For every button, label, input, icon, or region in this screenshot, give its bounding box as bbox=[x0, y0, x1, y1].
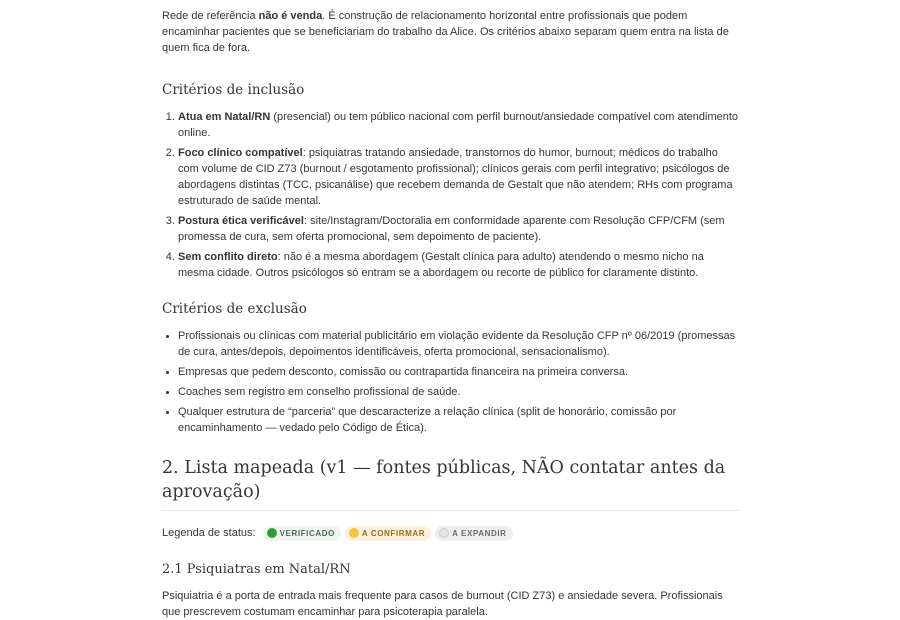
list-item: 3. Postura ética verificável: site/Instagram/Doctoralia em conformidade aparente com Resolução CFP/CFM (sem promessa de cura, sem oferta promocional, sem depoimento de paciente). bbox=[178, 213, 740, 245]
list-item: 4. Sem conflito direto: não é a mesma abordagem (Gestalt clínica para adulto) atendendo o mesmo nicho na mesma cidade. Outros psicólogos só entram se a abordagem ou recorte de público for claramente distinto. bbox=[178, 249, 740, 281]
legend-label: Legenda de status: bbox=[162, 527, 256, 539]
yellow-circle-icon bbox=[349, 528, 359, 538]
list-item: • Empresas que pedem desconto, comissão ou contrapartida financeira na primeira conversa. bbox=[178, 364, 740, 380]
intro-emphasis: não é venda bbox=[258, 10, 323, 22]
status-badge-to-confirm: A CONFIRMAR bbox=[345, 526, 431, 541]
list-item: • Profissionais ou clínicas com material publicitário em violação evidente da Resolução CFP nº 06/2019 (promessas de cura, antes/depois, depoimentos identificáveis, oferta promocional, sensacionalismo). bbox=[178, 328, 740, 360]
status-badge-verified: VERIFICADO bbox=[263, 526, 341, 541]
subsection-paragraph: Psiquiatria é a porta de entrada mais frequente para casos de burnout (CID Z73) e ansiedade severa. Profissionais que prescrevem costumam encaminhar para psicoterapia paralela. bbox=[162, 590, 723, 618]
subsection-heading: 2.1 Psiquiatras em Natal/RN bbox=[162, 562, 351, 577]
list-item: • Qualquer estrutura de “parceria” que descaracterize a relação clínica (split de honorário, comissão por encaminhamento — vedado pelo Código de Ética). bbox=[178, 404, 740, 436]
white-circle-icon bbox=[439, 528, 449, 538]
section-heading: 2. Lista mapeada (v1 — fontes públicas, NÃO contatar antes da aprovação) bbox=[162, 456, 740, 511]
list-item: 2. Foco clínico compatível: psiquiatras tratando ansiedade, transtornos do humor, burnout; médicos do trabalho com volume de CID Z73 (burnout / esgotamento profissional); clínicos gerais com perfil integrativo; psicólogos de abordagens distintas (TCC, psicanálise) que recebem demanda de Gestalt que não atendem; RHs com programa estruturado de saúde mental. bbox=[178, 145, 740, 209]
intro-paragraph: Rede de referência não é venda. É construção de relacionamento horizontal entre profissionais que podem encaminhar pacientes que se beneficiariam do trabalho da Alice. Os critérios abaixo separam quem entra na lista de quem fica de fora. bbox=[162, 10, 729, 54]
exclusion-heading: Critérios de exclusão bbox=[162, 301, 307, 317]
list-item: • Coaches sem registro em conselho profissional de saúde. bbox=[178, 384, 740, 400]
inclusion-list bbox=[162, 109, 740, 281]
exclusion-list bbox=[162, 328, 740, 436]
list-item: 1. Atua em Natal/RN (presencial) ou tem público nacional com perfil burnout/ansiedade compatível com atendimento online. bbox=[178, 109, 740, 141]
status-legend bbox=[162, 525, 740, 541]
document-content bbox=[162, 8, 740, 620]
status-badge-to-expand: A EXPANDIR bbox=[435, 526, 512, 541]
inclusion-heading: Critérios de inclusão bbox=[162, 82, 305, 98]
green-circle-icon bbox=[267, 528, 277, 538]
